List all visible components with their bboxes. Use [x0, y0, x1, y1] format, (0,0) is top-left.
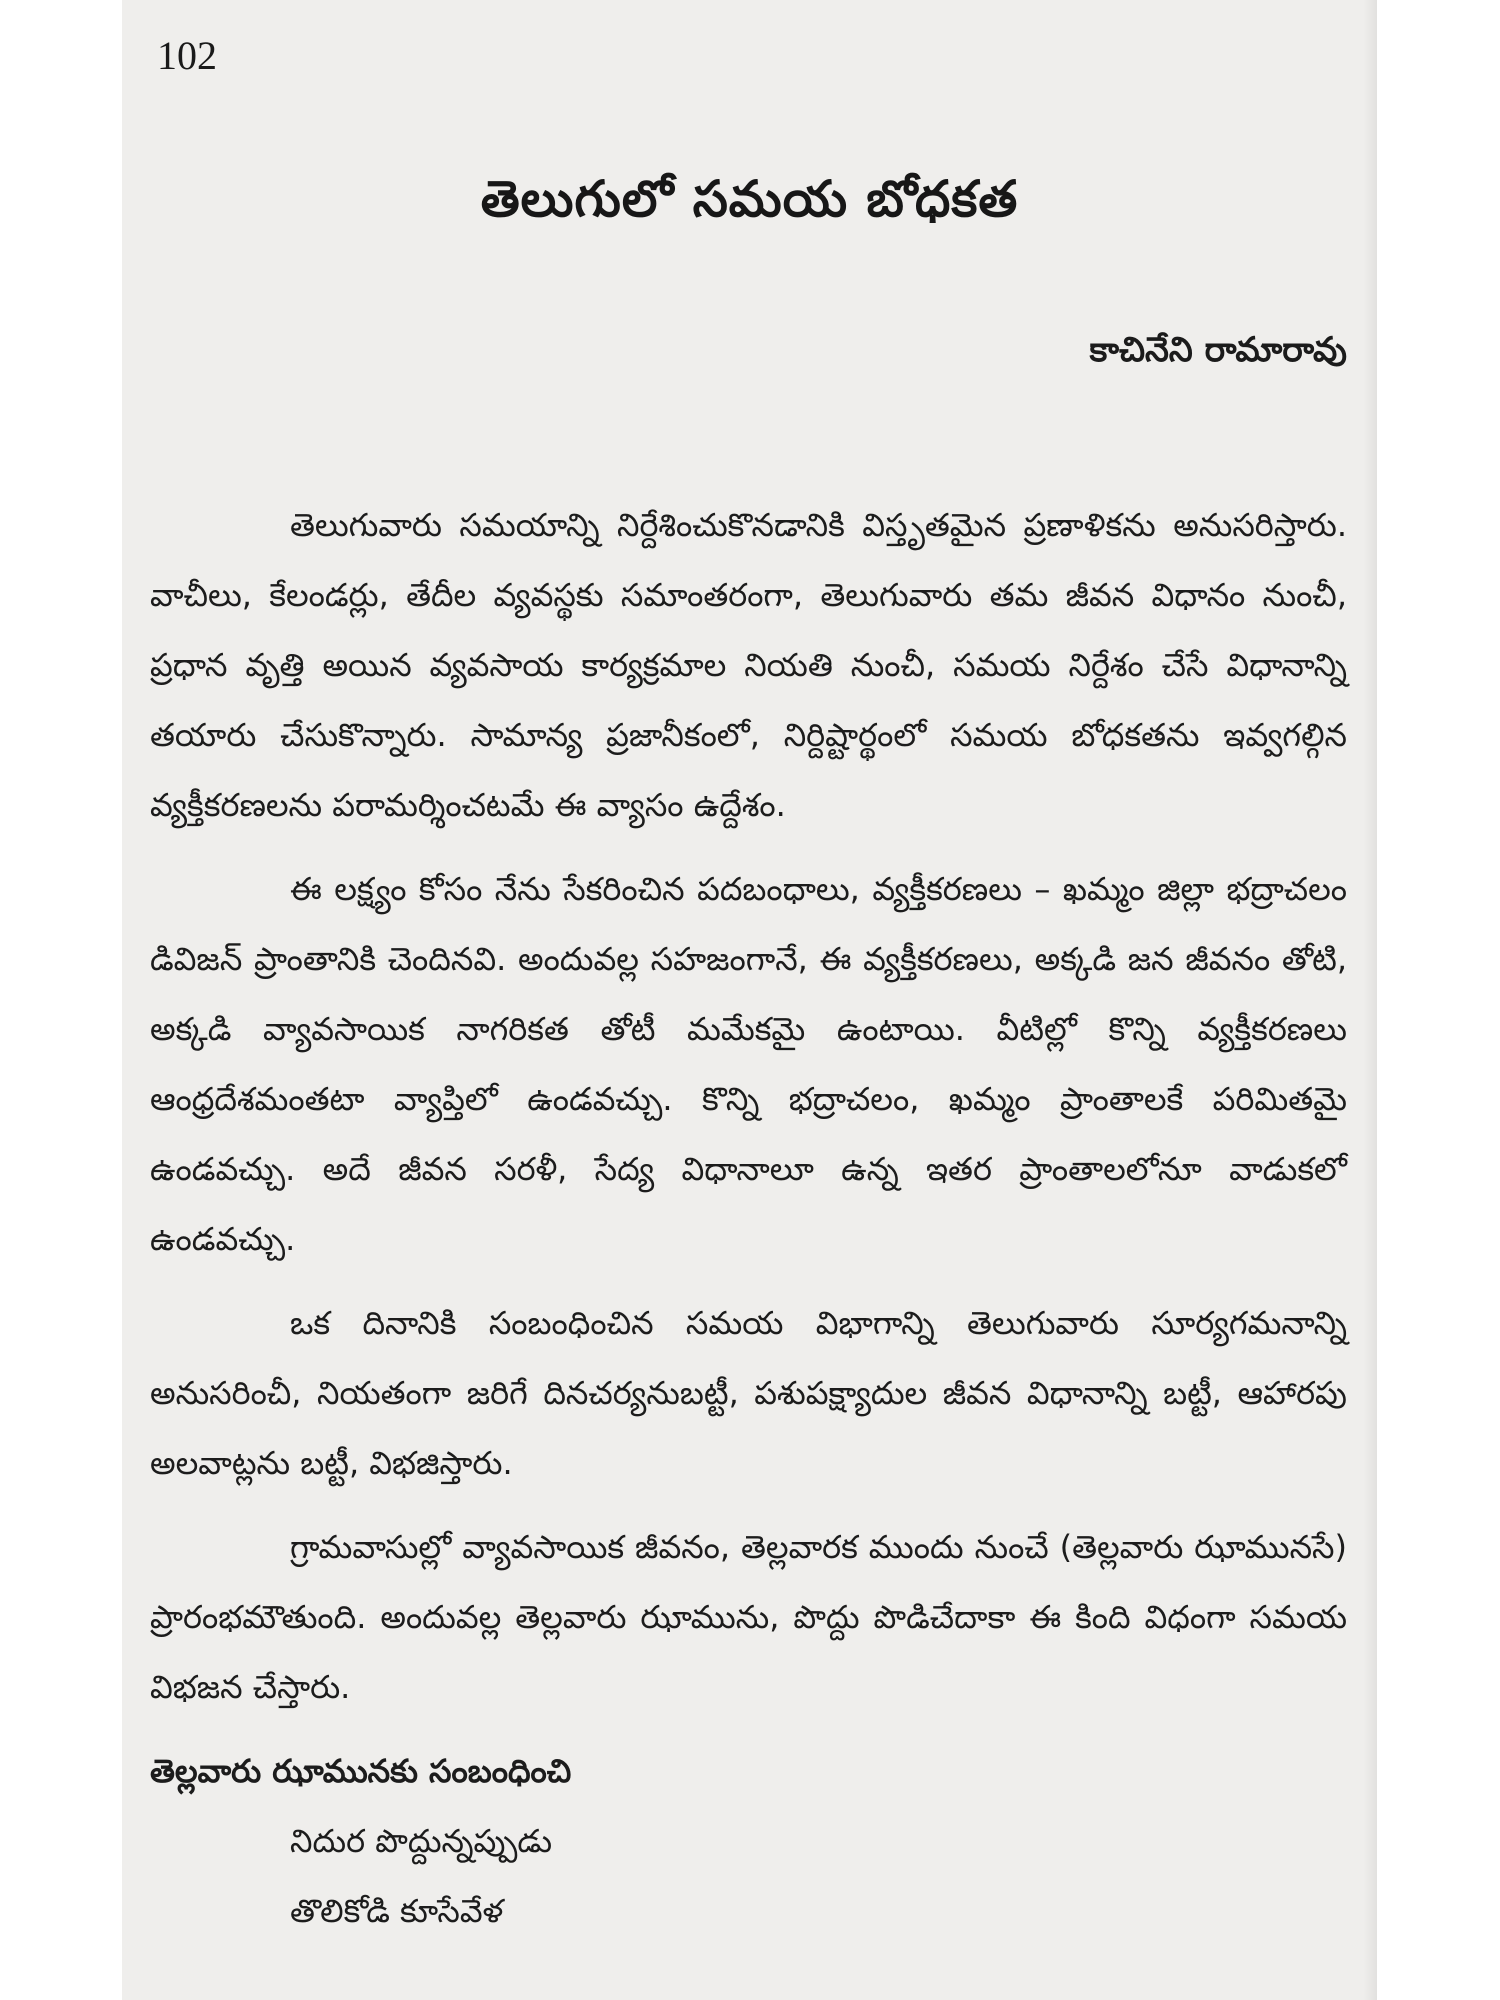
- list-item: నిదుర పొద్దున్నప్పుడు: [290, 1822, 553, 1860]
- article-body: [150, 490, 1347, 1946]
- section-subheading: తెల్లవారు ఝామునకు సంబంధించి: [150, 1752, 572, 1790]
- paragraph-3: ఒక దినానికి సంబంధించిన సమయ విభాగాన్ని తెలుగువారు సూర్యగమనాన్ని అనుసరించీ, నియతంగా జరిగే దినచర్యనుబట్టీ, పశుపక్ష్యాదుల జీవన విధానాన్ని బట్టీ, ఆహారపు అలవాట్లను బట్టీ, విభజిస్తారు.: [150, 1304, 1347, 1482]
- list-item: తొలికోడి కూసేవేళ: [290, 1892, 504, 1930]
- author-name: కాచినేని రామారావు: [1089, 330, 1347, 370]
- article-title: తెలుగులో సమయ బోధకత: [480, 170, 1019, 228]
- paragraph-1: తెలుగువారు సమయాన్ని నిర్దేశించుకొనడానికి విస్తృతమైన ప్రణాళికను అనుసరిస్తారు. వాచీలు, కేలండర్లు, తేదీల వ్యవస్థకు సమాంతరంగా, తెలుగువారు తమ జీవన విధానం నుంచీ, ప్రధాన వృత్తి అయిన వ్యవసాయ కార్యక్రమాల నియతి నుంచీ, సమయ నిర్దేశం చేసే విధానాన్ని తయారు చేసుకొన్నారు. సామాన్య ప్రజానీకంలో, నిర్దిష్టార్థంలో సమయ బోధకతను ఇవ్వగల్గిన వ్యక్తీకరణలను పరామర్శించటమే ఈ వ్యాసం ఉద్దేశం.: [150, 506, 1347, 824]
- paragraph-4: గ్రామవాసుల్లో వ్యావసాయిక జీవనం, తెల్లవారక ముందు నుంచే (తెల్లవారు ఝామునసే) ప్రారంభమౌతుంది. అందువల్ల తెల్లవారు ఝామును, పొద్దు పొడిచేదాకా ఈ కింది విధంగా సమయ విభజన చేస్తారు.: [150, 1528, 1347, 1706]
- page-number: 102: [157, 33, 217, 78]
- book-page: [122, 0, 1377, 2000]
- paragraph-2: ఈ లక్ష్యం కోసం నేను సేకరించిన పదబంధాలు, వ్యక్తీకరణలు – ఖమ్మం జిల్లా భద్రాచలం డివిజన్ ప్రాంతానికి చెందినవి. అందువల్ల సహజంగానే, ఈ వ్యక్తీకరణలు, అక్కడి జన జీవనం తోటి, అక్కడి వ్యావసాయిక నాగరికత తోటీ మమేకమై ఉంటాయి. వీటిల్లో కొన్ని వ్యక్తీకరణలు ఆంధ్రదేశమంతటా వ్యాప్తిలో ఉండవచ్చు. కొన్ని భద్రాచలం, ఖమ్మం ప్రాంతాలకే పరిమితమై ఉండవచ్చు. అదే జీవన సరళీ, సేద్య విధానాలూ ఉన్న ఇతర ప్రాంతాలలోనూ వాడుకలో ఉండవచ్చు.: [150, 870, 1347, 1258]
